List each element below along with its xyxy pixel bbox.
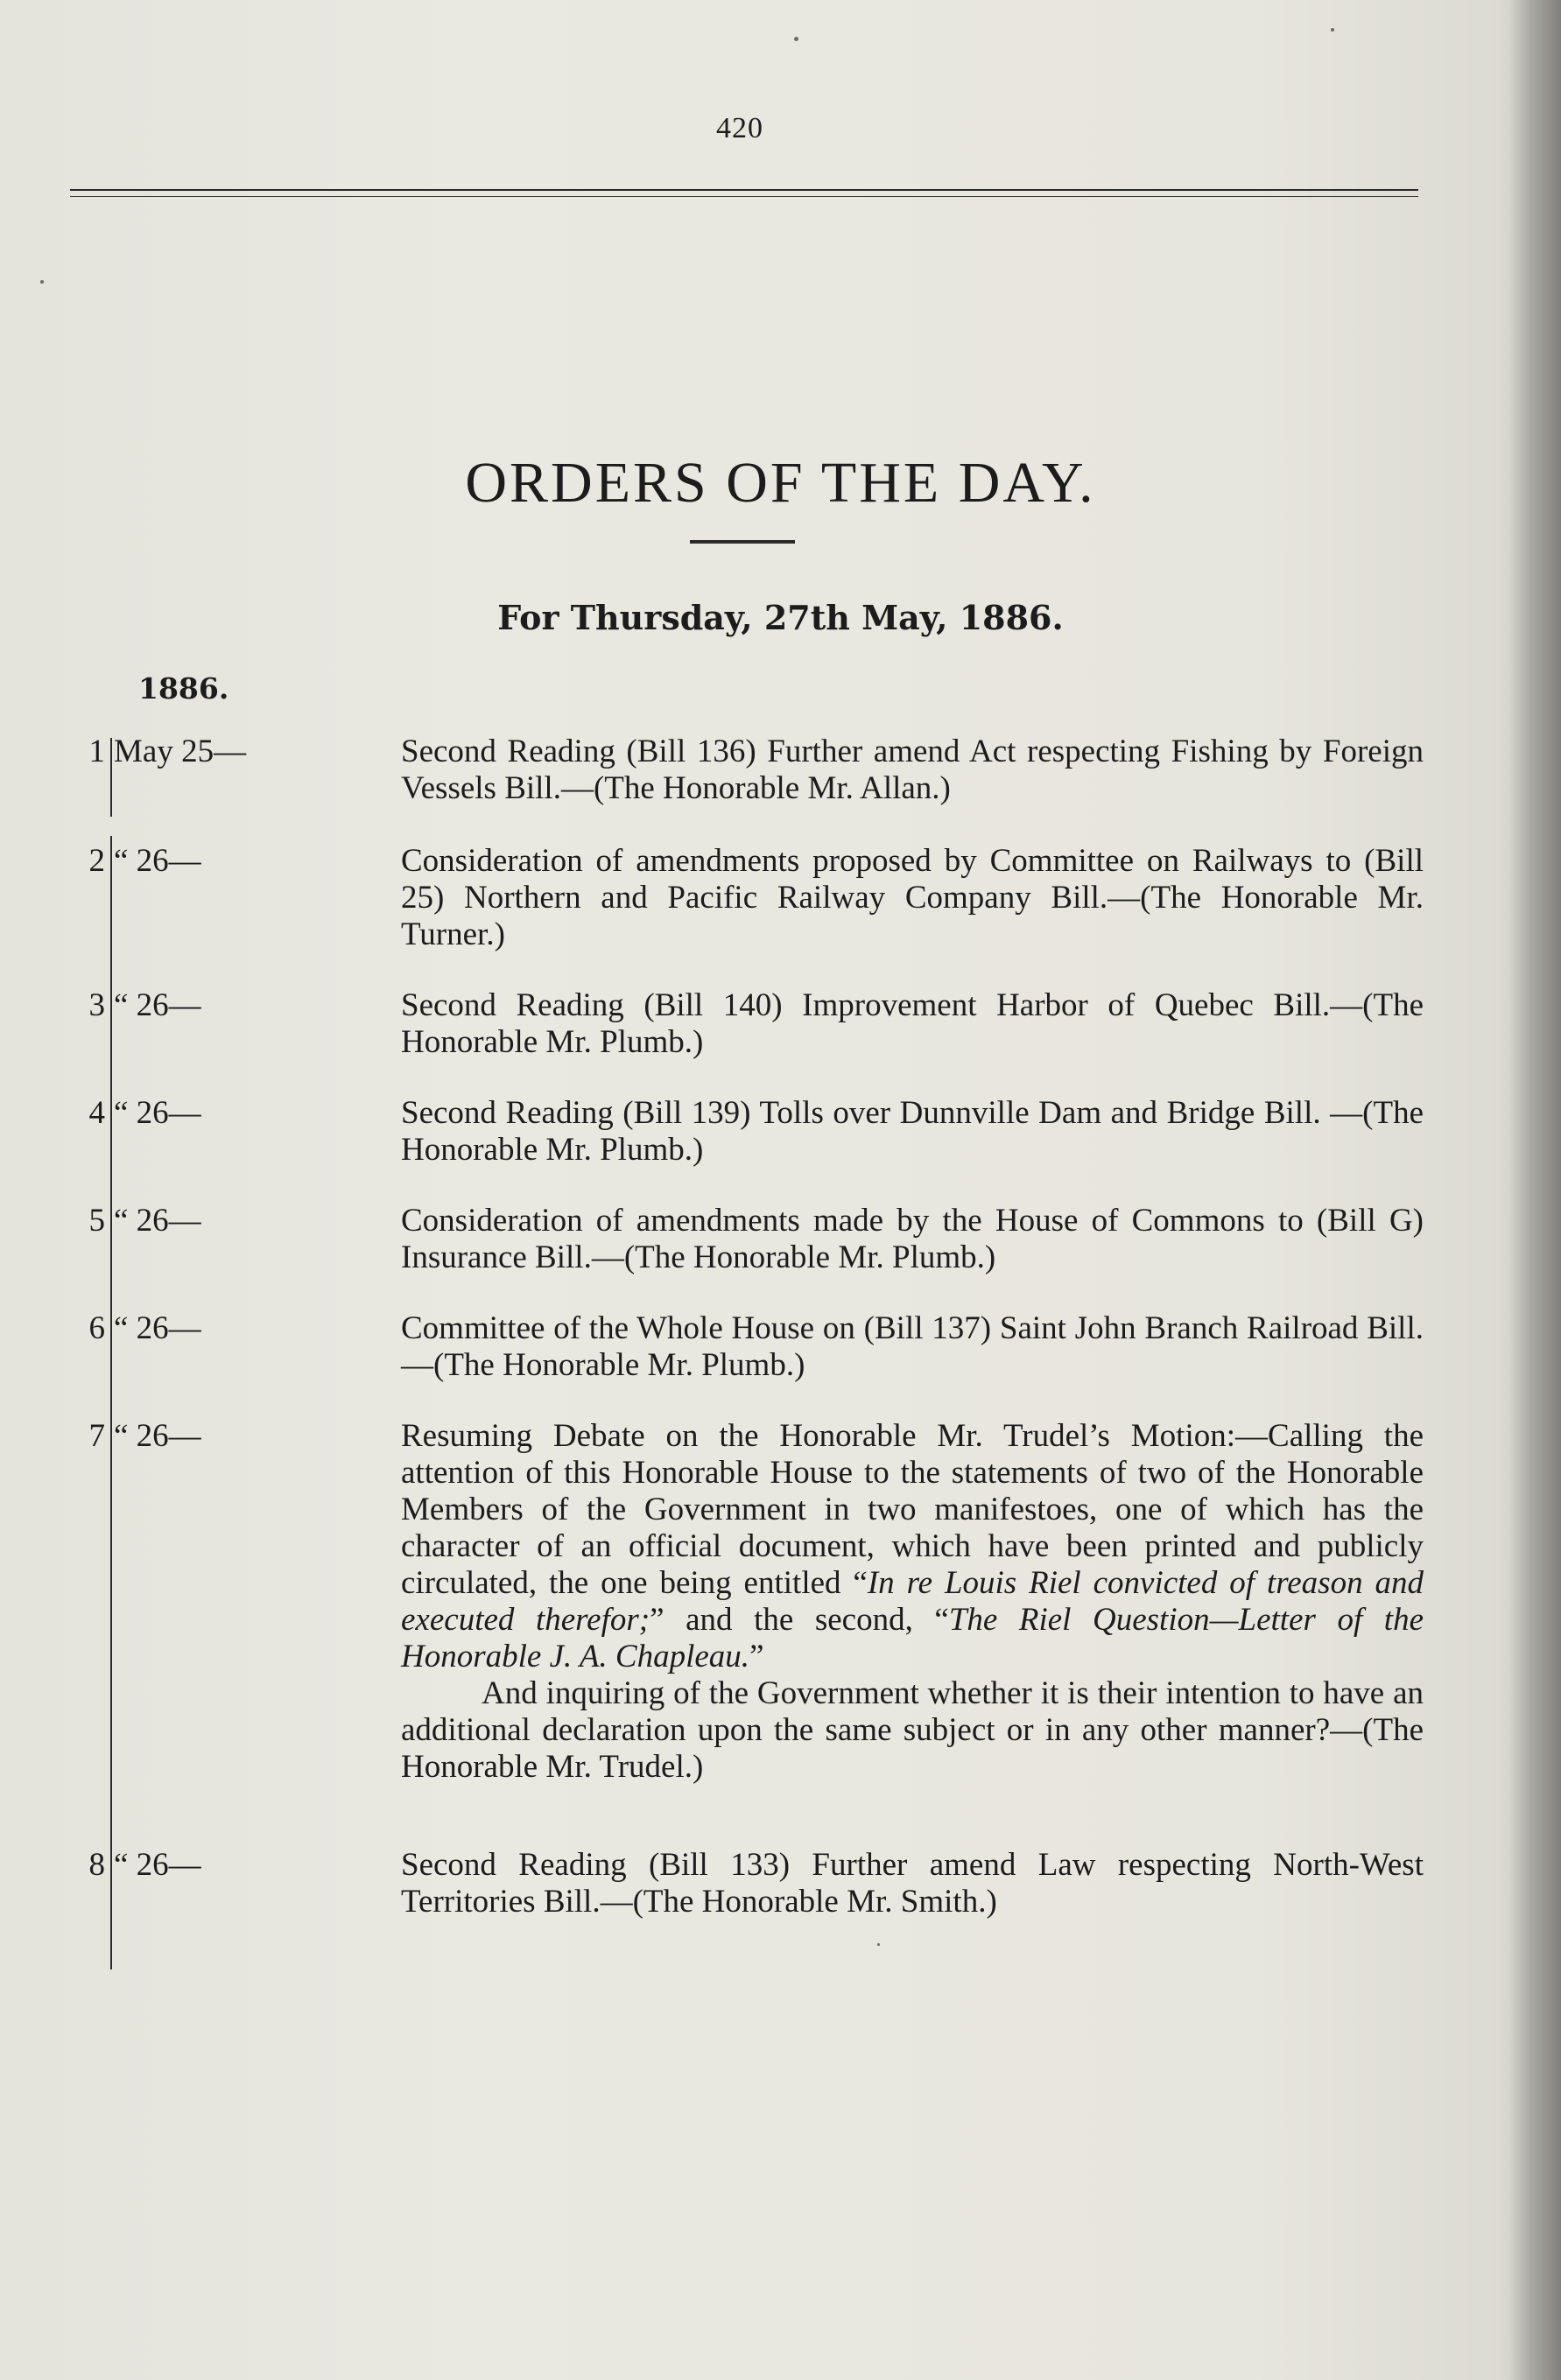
order-date: “ 26— (114, 1418, 201, 1454)
margin-rule (110, 836, 112, 1969)
order-text (401, 1095, 1424, 1169)
order-description: Consideration of amendments made by the House of Commons to (Bill G) Insurance Bill.—(The Honorable Mr. Plumb.) (401, 1203, 1424, 1275)
order-number: 7 (88, 1418, 105, 1454)
order-number: 6 (88, 1310, 105, 1346)
order-date: “ 26— (114, 1095, 201, 1131)
margin-rule (110, 738, 112, 817)
order-date: “ 26— (114, 987, 201, 1023)
order-description: Second Reading (Bill 136) Further amend Act respecting Fishing by Foreign Vessels Bill.—(The Honorable Mr. Allan.) (401, 734, 1424, 806)
header-rule (70, 189, 1418, 191)
order-number: 1 (88, 734, 105, 769)
page-title: ORDERS OF THE DAY. (465, 451, 1096, 516)
order-date: “ 26— (114, 1203, 201, 1239)
order-number: 2 (88, 843, 105, 879)
order-description (401, 1418, 1424, 1675)
order-text (401, 1418, 1424, 1786)
manifesto-title-1: In re Louis Riel convicted of treason and executed therefor; (401, 1565, 1424, 1638)
order-text (401, 1310, 1424, 1384)
motion-inquiry: And inquiring of the Government whether it is their intention to have an additional declaration upon the same subject or in any other manner?—(The Honorable Mr. Trudel.) (401, 1675, 1424, 1785)
order-date: “ 26— (114, 843, 201, 879)
order-text (401, 1847, 1424, 1920)
order-date: May 25— (114, 734, 247, 769)
motion-text: Resuming Debate on the Honorable Mr. Trudel’s Motion:—Calling the attention of this Honorable House to the statements of two of the Honorable Members of the Government in two manifestoes, one of which has the character of an official document, which have been printed and publicly circulated, the one being entitled “ (401, 1418, 1424, 1601)
paper-speck (794, 37, 798, 41)
order-description: Committee of the Whole House on (Bill 137) Saint John Branch Railroad Bill.—(The Honorable Mr. Plumb.) (401, 1310, 1424, 1383)
manifesto-title-2: The Riel Question—Letter of the Honorable J. A. Chapleau. (401, 1602, 1424, 1674)
order-description: Consideration of amendments proposed by Committee on Railways to (Bill 25) Northern and Pacific Railway Company Bill.—(The Honorable Mr. Turner.) (401, 843, 1424, 952)
order-date: “ 26— (114, 1847, 201, 1883)
order-description: Second Reading (Bill 139) Tolls over Dunnville Dam and Bridge Bill. —(The Honorable Mr. Plumb.) (401, 1095, 1424, 1168)
order-text (401, 987, 1424, 1061)
header-rule-thin (70, 196, 1418, 197)
order-description: Second Reading (Bill 133) Further amend Law respecting North-West Territories Bill.—(The Honorable Mr. Smith.) (401, 1847, 1424, 1920)
page-number: 420 (716, 112, 763, 144)
paper-speck (40, 280, 44, 284)
order-text (401, 1203, 1424, 1276)
paper-speck (877, 1943, 880, 1946)
order-number: 3 (88, 987, 105, 1023)
order-text (401, 734, 1424, 807)
order-number: 5 (88, 1203, 105, 1239)
motion-text-close: ” (749, 1639, 764, 1674)
date-heading: For Thursday, 27th May, 1886. (497, 598, 1064, 637)
order-text (401, 843, 1424, 953)
year-label: 1886. (138, 671, 229, 706)
order-number: 8 (88, 1847, 105, 1883)
order-date: “ 26— (114, 1310, 201, 1346)
order-description: Second Reading (Bill 140) Improvement Harbor of Quebec Bill.—(The Honorable Mr. Plumb.) (401, 987, 1424, 1060)
order-number: 4 (88, 1095, 105, 1131)
paper-speck (1331, 28, 1334, 32)
title-divider (690, 540, 795, 544)
page-gutter-shadow (1508, 0, 1561, 2380)
motion-text-connector: ” and the second, “ (650, 1602, 949, 1638)
